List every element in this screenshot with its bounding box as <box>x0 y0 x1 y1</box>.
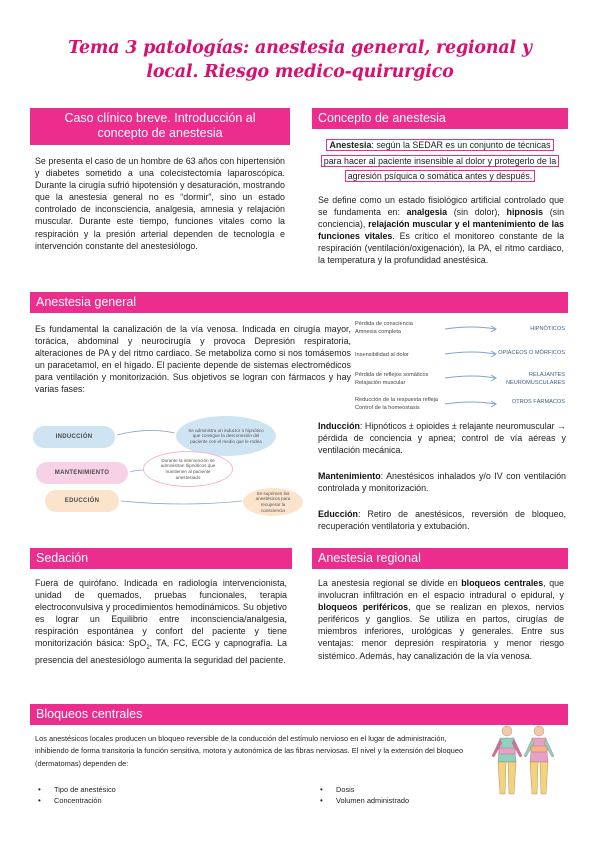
table-right: OTROS FÁRMACOS <box>511 399 565 405</box>
section-header-caso <box>30 108 290 145</box>
def-line1: : según la SEDAR es un conjunto de técnicas <box>371 140 551 150</box>
list-item: • Volumen administrado <box>318 795 518 806</box>
list-item: • Tipo de anestésico <box>36 784 236 795</box>
section-header-concepto: Concepto de anestesia <box>312 108 568 129</box>
regional-body: La anestesia regional se divide en bloqueos centrales, que involucran infiltración en el espacio intradural o epidural, y bloqueos periféricos, que se realizan en plexos, nervios periféricos y ganglios. Se utiliza en partos, cirugías de miembros inferiores, urológicas y generales. Entre sus ventajas: menor depresión respiratoria y menor riesgo sistémico. Además, hay canalización de la vía venosa. <box>318 578 564 661</box>
phase-bubble-educcion: Se suprimen los anestésicos para recuperar la consciencia <box>243 488 303 516</box>
arrow-icon <box>33 415 313 525</box>
bloqueos-list-left <box>36 784 236 806</box>
caso-header-line1: Caso clínico breve. Introducción al <box>64 111 256 125</box>
section-header-sedacion: Sedación <box>30 548 292 569</box>
section-header-bloqueos: Bloqueos centrales <box>30 704 568 725</box>
concepto-body: Se define como un estado fisiológico artificial controlado que se fundamenta en: analgesia (sin dolor), hipnosis (sin conciencia), relajación muscular y el mantenimiento de las funciones vitales. Es crítico el monitoreo constante de la respiración (ventilación/oxigenación), la PA, el ritmo cardiaco, la temperatura y la profundidad anestésica. <box>318 195 565 266</box>
def-line2: para hacer al paciente insensible al dolor y protegerlo de la <box>321 155 559 167</box>
table-left: Reducción de la respuesta refleja Control de la homeostasis <box>355 397 439 411</box>
section-header-general: Anestesia general <box>30 292 568 313</box>
def-term: Anestesia <box>329 140 372 150</box>
caso-body: Se presenta el caso de un hombre de 63 años con hipertensión y diabetes sometido a una colecistectomía laparoscópica. Durante la cirugía sufrió hipotensión y desaturación, mostrando que la anestesia general no es “dormir”, sino un estado controlado de inconsciencia, analgesia, amnesia y relajación muscular. Durante este tiempo, funciones vitales como la respiración y la presión arterial dependen de tecnología e intervención constante del anestesiólogo. <box>35 156 285 251</box>
list-item: • Concentración <box>36 795 236 806</box>
induccion-text: Inducción: Hipnóticos ± opioides ± relajante neuromuscular → pérdida de conciencia y apnea; control de vía aéreas y ventilación mecánica. <box>318 421 566 456</box>
phase-educcion: EDUCCIÓN <box>45 490 119 512</box>
phase-bubble-induccion: Se administra un inductor o hipnótico que consigue la desconexión del paciente con el medio que le rodea <box>176 416 276 456</box>
caso-header-line2: concepto de anestesia <box>97 126 223 140</box>
general-body: Es fundamental la canalización de la vía venosa. Indicada en cirugía mayor, torácica, abdominal y neurocirugía y provoca Depresión respiratoria, alteraciones de PA y del ritmo cardiaco. Se metaboliza como si nos tomásemos un paracetamol, en el hígado. El paciente depende de sistemas electromédicos para ventilación y monitorización. Sus objetivos se logran con fármacos y hay varias fases: <box>35 324 351 395</box>
phase-bubble-mantenimiento: Durante la intervención se administran hipnóticos que mantienen al paciente anestesiado <box>143 451 233 487</box>
table-left: Insensibilidad al dolor <box>355 352 409 358</box>
phases-diagram <box>33 415 313 525</box>
def-line3: agresión psíquica o somática antes y después. <box>345 170 536 182</box>
list-item: • Dosis <box>318 784 518 795</box>
anestesia-definition <box>318 138 562 185</box>
phase-induccion: INDUCCIÓN <box>33 426 115 448</box>
mantenimiento-text: Mantenimiento: Anestésicos inhalados y/o IV con ventilación controlada y monitorización. <box>318 471 566 494</box>
table-left: Pérdida de consciencia Amnesia completa <box>355 321 413 335</box>
section-header-regional: Anestesia regional <box>312 548 568 569</box>
sedacion-body: Fuera de quirófano. Indicada en radiología intervencionista, unidad de quemados, pruebas funcionales, terapia electroconvulsiva y procedimientos hemodinámicos. Su objetivo es lograr un Equilibrio entre inconsciencia/analgesia, respiración espontánea y confort del paciente y tiene monitorización básica: SpO$_2$, TA, FC, ECG y capnografía. La presencia del anestesiólogo aumenta la seguridad del paciente. <box>35 578 287 666</box>
dermatome-figure <box>483 722 563 802</box>
table-right: OPIÁCEOS O MÓRFICOS <box>498 350 565 356</box>
bloqueos-body: Los anestésicos locales producen un bloqueo reversible de la conducción del estímulo nervioso en el lugar de administración, inhibiendo de forma transitoria la función sensitiva, motora y autonómica de las fibras nerviosas. El nivel y la extensión del bloqueo (dermatomas) dependen de: <box>35 734 464 768</box>
page-title: Tema 3 patologías: anestesia general, regional y local. Riesgo medico-quirurgico <box>68 38 532 82</box>
drug-table <box>355 318 567 418</box>
table-left: Pérdida de reflejos somáticos Relajación muscular <box>355 372 429 386</box>
table-right: HIPNÓTICOS <box>530 326 565 332</box>
phase-mantenimiento: MANTENIMIENTO <box>36 462 128 484</box>
arrow-icon <box>443 318 503 418</box>
table-right: RELAJANTES NEUROMUSCULARES <box>505 372 565 386</box>
educcion-text: Educción: Retiro de anestésicos, reversión de bloqueo, recuperación ventilatoria y extubación. <box>318 509 566 532</box>
